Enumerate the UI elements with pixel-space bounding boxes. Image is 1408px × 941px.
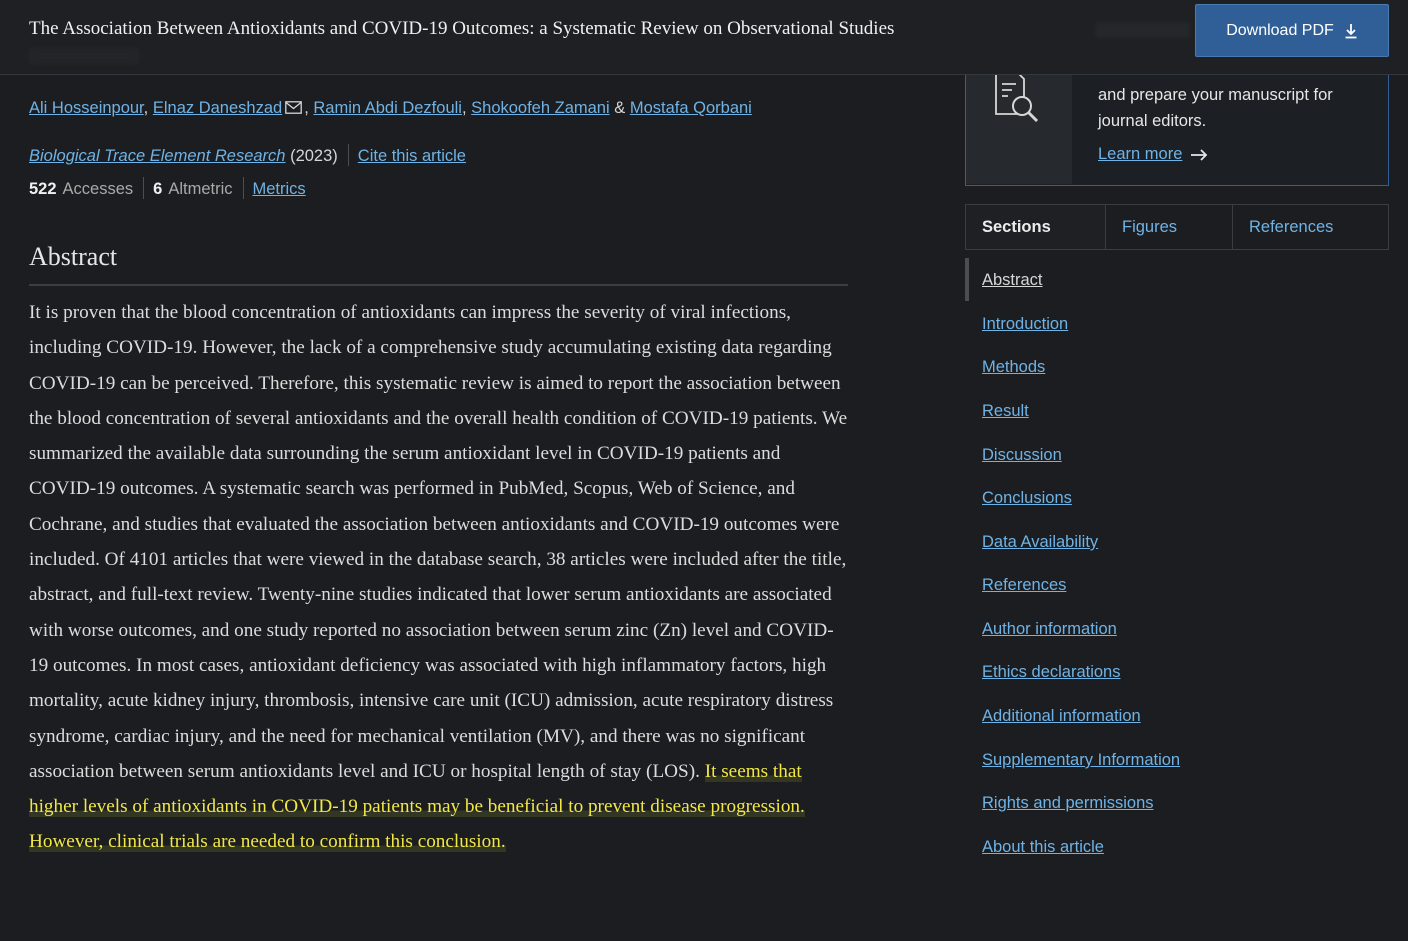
- active-section-indicator: [965, 258, 969, 301]
- toc-author-information[interactable]: Author information: [982, 620, 1117, 638]
- divider: [348, 144, 349, 166]
- author-link[interactable]: Ali Hosseinpour: [29, 99, 144, 117]
- tab-sections[interactable]: Sections: [966, 205, 1106, 249]
- toc-supplementary-information[interactable]: Supplementary Information: [982, 751, 1181, 769]
- author-link[interactable]: Mostafa Qorbani: [629, 99, 752, 117]
- tab-references[interactable]: References: [1249, 217, 1334, 236]
- toc-references[interactable]: References: [982, 576, 1067, 594]
- toc-rights-and-permissions[interactable]: Rights and permissions: [982, 794, 1154, 812]
- header-faded-text-right: [1095, 22, 1190, 38]
- tab-figures[interactable]: Figures: [1106, 205, 1233, 249]
- journal-link[interactable]: Biological Trace Element Research: [29, 147, 286, 165]
- toc-introduction[interactable]: Introduction: [982, 315, 1069, 333]
- article-title: The Association Between Antioxidants and COVID-19 Outcomes: a Systematic Review on Observational Studies: [29, 18, 895, 39]
- promo-text: and prepare your manuscript for journal editors.: [1098, 86, 1333, 130]
- abstract-heading: Abstract: [29, 242, 848, 286]
- sidebar-tabs: [965, 204, 1389, 250]
- author-link[interactable]: Ramin Abdi Dezfouli: [313, 99, 462, 117]
- arrow-right-icon: [1190, 149, 1208, 161]
- citation-line: [29, 144, 466, 166]
- learn-more-link-wrap[interactable]: [1098, 145, 1208, 164]
- cite-article-link[interactable]: Cite this article: [357, 147, 466, 165]
- year: (2023): [290, 147, 338, 165]
- toc-additional-information[interactable]: Additional information: [982, 707, 1141, 725]
- promo-icon-box: [966, 60, 1072, 184]
- altmetric-label: Altmetric: [168, 180, 233, 198]
- manuscript-promo: [965, 60, 1389, 186]
- download-pdf-label: Download PDF: [1226, 21, 1334, 39]
- author-list: Ali Hosseinpour, Elnaz Daneshzad , Ramin Abdi Dezfouli, Shokoofeh Zamani & Mostafa Qorbani: [29, 99, 752, 117]
- toc-conclusions[interactable]: Conclusions: [982, 489, 1072, 507]
- toc-about-this-article[interactable]: About this article: [982, 838, 1104, 856]
- toc-data-availability[interactable]: Data Availability: [982, 533, 1099, 551]
- metrics-link[interactable]: Metrics: [252, 180, 306, 198]
- toc-discussion[interactable]: Discussion: [982, 446, 1062, 464]
- learn-more-link[interactable]: Learn more: [1098, 145, 1183, 163]
- abstract-highlighted-text: It seems that higher levels of antioxidants in COVID-19 patients may be beneficial to prevent disease progression. However, clinical trials are needed to confirm this conclusion.: [29, 760, 805, 853]
- abstract-text: [29, 295, 851, 860]
- altmetric-count: 6: [153, 180, 163, 198]
- article-metrics: [29, 177, 306, 199]
- toc-methods[interactable]: Methods: [982, 358, 1046, 376]
- toc-ethics-declarations[interactable]: Ethics declarations: [982, 663, 1121, 681]
- divider: [143, 177, 144, 199]
- header-faded-text: [29, 48, 139, 64]
- toc-result[interactable]: Result: [982, 402, 1029, 420]
- author-link[interactable]: Elnaz Daneshzad: [152, 99, 283, 117]
- divider: [243, 177, 244, 199]
- abstract-body: It is proven that the blood concentration of antioxidants can impress the severity of viral infections, including COVID-19. However, the lack of a comprehensive study accumulating existing data regarding COVID-19 can be perceived. Therefore, this systematic review is aimed to report the association between the blood concentration of several antioxidants and the overall health condition of COVID-19 patients. We summarized the available data surrounding the serum antioxidant level in COVID-19 patients and COVID-19 outcomes. A systematic search was performed in PubMed, Scopus, Web of Science, and Cochrane, and studies that evaluated the association between antioxidants and COVID-19 outcomes were included. Of 4101 articles that were viewed in the database search, 38 articles were included after the title, abstract, and full-text review. Twenty-nine studies indicated that lower serum antioxidants are associated with worse outcomes, and one study reported no association between serum zinc (Zn) level and COVID-19 outcomes. In most cases, antioxidant deficiency was associated with high inflammatory factors, high mortality, acute kidney injury, thrombosis, intensive care unit (ICU) admission, acute respiratory distress syndrome, cardiac injury, and the need for mechanical ventilation (MV), and there was no significant association between serum antioxidants level and ICU or hospital length of stay (LOS).: [29, 302, 848, 782]
- author-link[interactable]: Shokoofeh Zamani: [471, 99, 610, 117]
- document-search-icon: [992, 70, 1048, 126]
- sticky-header: [0, 0, 1408, 75]
- toc-abstract[interactable]: Abstract: [982, 271, 1043, 289]
- download-pdf-button[interactable]: [1195, 4, 1389, 57]
- accesses-label: Accesses: [62, 180, 134, 198]
- accesses-count: 522: [29, 180, 57, 198]
- download-icon: [1344, 23, 1358, 39]
- email-icon[interactable]: [285, 100, 302, 119]
